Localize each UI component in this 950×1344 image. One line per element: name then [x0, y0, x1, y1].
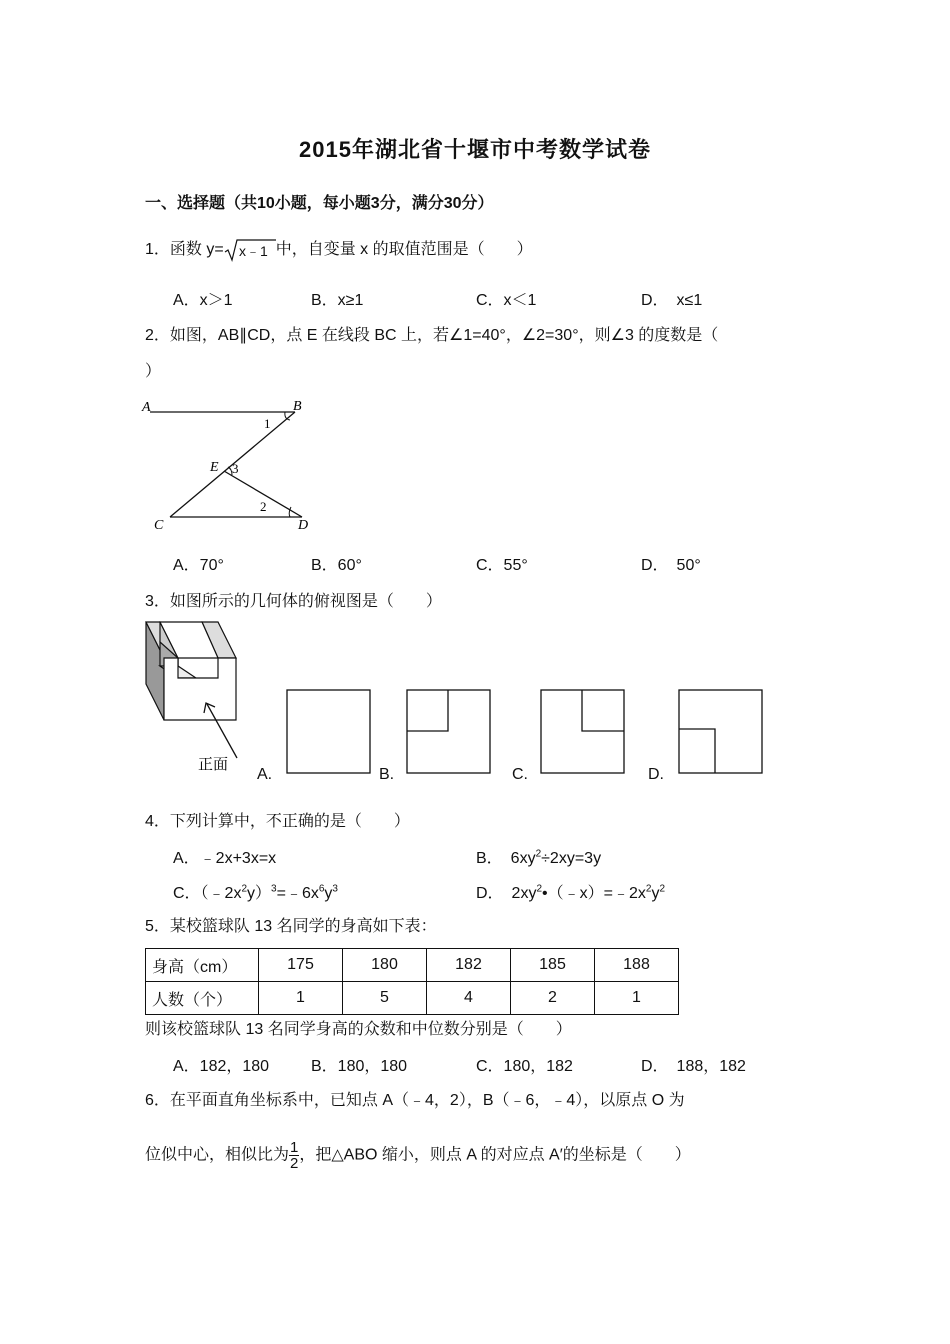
table-cell: 180 [343, 949, 427, 982]
sqrt-expression [224, 238, 276, 262]
q3-option-b-label: B. [379, 766, 395, 783]
q3-option-b-figure [406, 689, 492, 775]
q2-option-c: C．55° [476, 557, 528, 574]
q4-option-d: D． $2xy^2•(﹣x)=﹣2x^2y^2$ [476, 883, 666, 902]
q3-option-a-label: A. [257, 766, 273, 783]
question-1-prefix: 函数 y= [169, 241, 224, 258]
label-a: A [142, 400, 151, 415]
label-d: D [298, 518, 309, 533]
table-row [146, 982, 679, 1015]
q5-option-a: A．182，180 [173, 1058, 270, 1075]
table-cell: 2 [511, 982, 595, 1015]
table-cell: 1 [595, 982, 679, 1015]
q3-option-c-figure [540, 689, 626, 775]
radicand: x﹣1 [238, 242, 268, 259]
label-c: C [154, 518, 164, 533]
q3-option-d-figure [678, 689, 764, 775]
question-5-followup: 则该校篮球队 13 名同学身高的众数和中位数分别是（ ） [145, 1021, 572, 1038]
solid-figure [140, 618, 250, 778]
fraction-one-half: $\frac{1}{2}$ [290, 1139, 299, 1172]
q2-option-b: B．60° [311, 557, 362, 574]
table-cell: 人数（个） [146, 982, 259, 1015]
question-3: 3．如图所示的几何体的俯视图是（ ） [145, 593, 442, 610]
table-cell: 185 [511, 949, 595, 982]
page-title: 2015年湖北省十堰市中考数学试卷 [299, 137, 651, 162]
height-table [145, 948, 679, 1015]
q5-option-b: B．180，180 [311, 1058, 408, 1075]
label-b: B [293, 399, 302, 414]
question-2-line1: 2．如图，AB∥CD，点 E 在线段 BC 上，若∠1=40°，∠2=30°，则∠3 的度数是（ [145, 327, 719, 344]
q3-option-d-label: D. [648, 766, 664, 783]
q1-option-d: D． x≤1 [641, 292, 703, 309]
table-cell: 1 [259, 982, 343, 1015]
q4-option-b: B． $6xy^2\div 2xy=3y$ [476, 848, 602, 867]
question-5: 5．某校篮球队 13 名同学的身高如下表： [145, 918, 437, 935]
angle-1-label: 1 [264, 416, 271, 431]
table-cell: 175 [259, 949, 343, 982]
q1-option-b: B．x≥1 [311, 292, 364, 309]
q3-option-a-figure [286, 689, 372, 775]
q5-option-d: D． 188，182 [641, 1058, 746, 1075]
q1-option-c: C．x＜1 [476, 292, 537, 309]
question-1 [145, 236, 533, 262]
question-2-line2: ） [145, 363, 162, 380]
q1-option-a: A．x＞1 [173, 292, 233, 309]
q3-option-c-label: C. [512, 766, 528, 783]
table-cell: 4 [427, 982, 511, 1015]
angle-2-label: 2 [260, 499, 267, 514]
question-1-suffix: 中，自变量 x 的取值范围是（ ） [275, 241, 533, 258]
question-number: 1． [145, 241, 170, 258]
q5-option-c: C．180，182 [476, 1058, 573, 1075]
table-cell: 188 [595, 949, 679, 982]
table-cell: 5 [343, 982, 427, 1015]
question-6-line1: 6．在平面直角坐标系中，已知点 A（﹣4，2），B（﹣6，﹣4），以原点 O 为 [145, 1092, 685, 1109]
table-row [146, 949, 679, 982]
table-cell: 身高（cm） [146, 949, 259, 982]
angle-3-label: 3 [232, 461, 239, 476]
q4-option-c: C．$(﹣2x^2y)^3=﹣6x^6y^3$ [173, 883, 338, 902]
q2-option-a: A．70° [173, 557, 224, 574]
section-heading: 一、选择题（共10小题，每小题3分，满分30分） [145, 195, 494, 212]
q2-option-d: D． 50° [641, 557, 701, 574]
table-cell: 182 [427, 949, 511, 982]
parallel-lines-figure [140, 395, 325, 535]
question-6-line2: 位似中心，相似比为 $\frac{1}{2}$ ，把△ABO 缩小，则点 A 的对应点 A′的坐标是（ ） [145, 1139, 691, 1172]
q4-option-a: A．﹣2x+3x=x [173, 850, 277, 867]
question-4: 4．下列计算中，不正确的是（ ） [145, 813, 410, 830]
label-e: E [210, 460, 219, 475]
front-label: 正面 [198, 755, 229, 773]
